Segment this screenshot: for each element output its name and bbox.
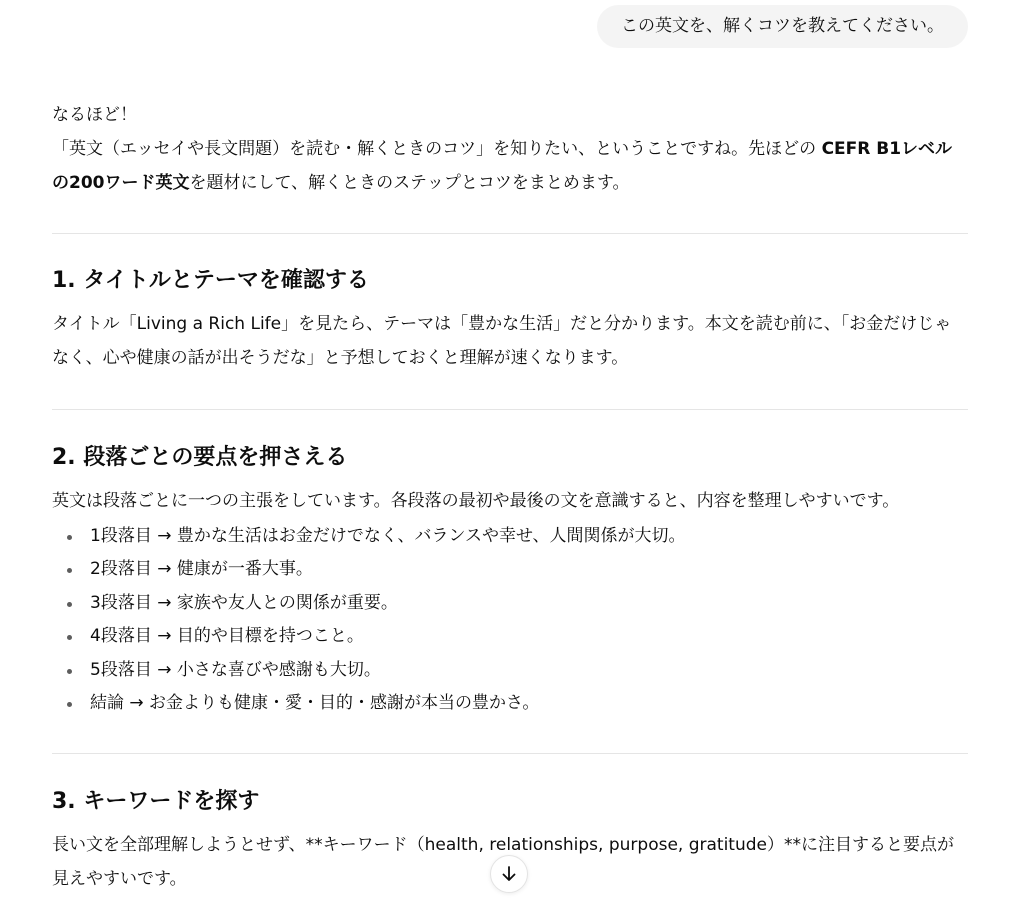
list-item: 4段落目 → 目的や目標を持つこと。 [90, 620, 968, 653]
arrow-down-icon [500, 865, 518, 883]
section-2-heading: 2. 段落ごとの要点を押さえる [52, 445, 348, 470]
intro-text-bold: CEFR B1レベルの200ワード英文 [52, 139, 953, 193]
list-item: 2段落目 → 健康が一番大事。 [90, 553, 968, 586]
section-divider [52, 409, 968, 410]
section-divider [52, 233, 968, 234]
section-divider [52, 753, 968, 754]
intro-line-1: なるほど！ [52, 105, 137, 125]
list-item: 5段落目 → 小さな喜びや感謝も大切。 [90, 654, 968, 687]
section-3-heading: 3. キーワードを探す [52, 789, 260, 815]
list-item: 結論 → お金よりも健康・愛・目的・感謝が本当の豊かさ。 [90, 687, 968, 720]
section-1-body: タイトル「Living a Rich Life」を見たら、テーマは「豊かな生活」だと分かります。本文を読む前に、「お金だけじゃなく、心や健康の話が出そうだな」と予想しておくと理解が速くなります。 [52, 314, 952, 368]
list-item: 3段落目 → 家族や友人との関係が重要。 [90, 587, 968, 620]
user-message-row [597, 5, 968, 48]
assistant-message [52, 98, 968, 896]
intro-line-2 [52, 132, 968, 200]
list-item: 1段落目 → 豊かな生活はお金だけでなく、バランスや幸せ、人間関係が大切。 [90, 520, 968, 553]
intro-text-post: を題材にして、解くときのステップとコツをまとめます。 [189, 173, 630, 193]
section-1-heading: 1. タイトルとテーマを確認する [52, 268, 369, 293]
section-2-body: 英文は段落ごとに一つの主張をしています。各段落の最初や最後の文を意識すると、内容を整理しやすいです。 [52, 491, 900, 511]
scroll-to-bottom-button[interactable] [490, 855, 528, 893]
intro-text-pre: 「英文（エッセイや長文問題）を読む・解くときのコツ」を知りたい、ということですね。先ほどの [52, 139, 822, 159]
section-2-list [52, 520, 968, 720]
section-3-body: 長い文を全部理解しようとせず、**キーワード（health, relationships, purpose, gratitude）**に注目すると要点が見えやすいです。 [52, 835, 954, 890]
user-message-bubble: この英文を、解くコツを教えてください。 [597, 5, 968, 48]
